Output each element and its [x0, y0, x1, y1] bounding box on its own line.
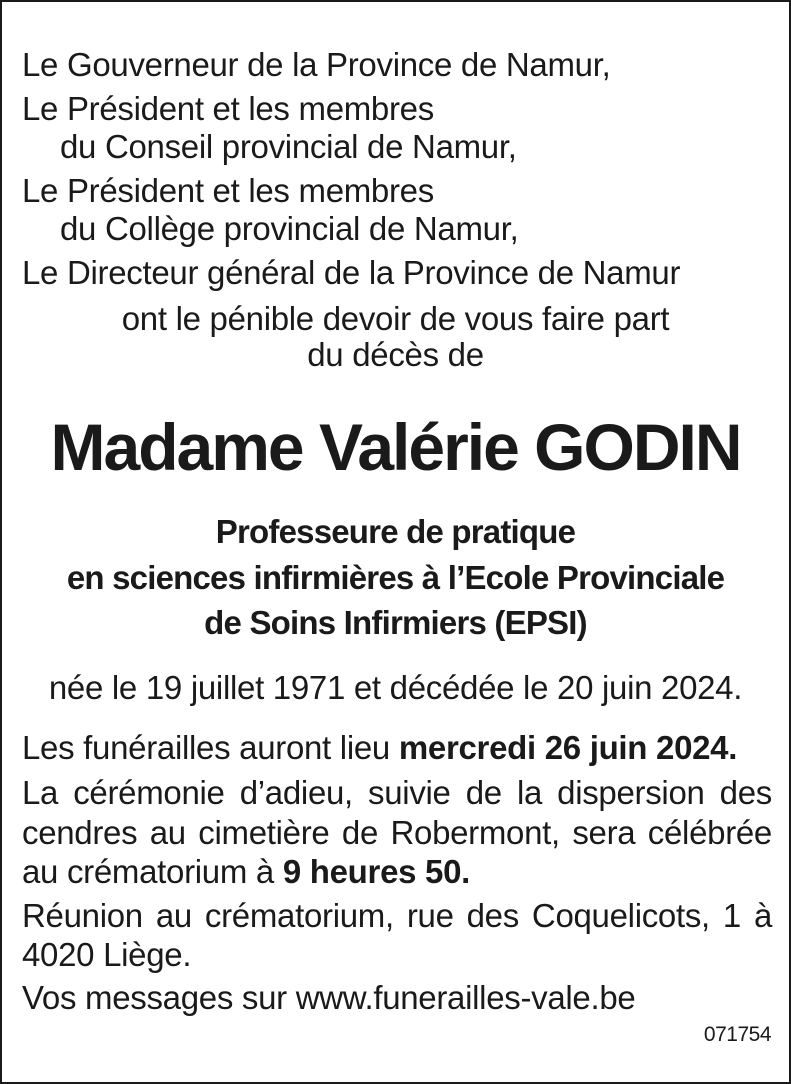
announcer-college-members: du Collège provincial de Namur, — [60, 210, 519, 247]
deceased-title-line-1: Professeure de pratique — [215, 513, 576, 550]
announcer-college-president: Le Président et les membres — [22, 172, 434, 209]
messages-website: Vos messages sur www.funerailles-vale.be — [22, 979, 636, 1016]
intro-deces: du décès de — [307, 336, 484, 373]
announcer-governor: Le Gouverneur de la Province de Namur, — [22, 46, 611, 83]
reference-number: 071754 — [703, 1023, 771, 1046]
birth-death-dates: née le 19 juillet 1971 et décédée le 20 juin 2024. — [48, 669, 743, 706]
ceremony-line-2: cendres au cimetière de Robermont, sera célébrée — [22, 814, 772, 851]
intro-line: ont le pénible devoir de vous faire part — [121, 300, 670, 337]
ceremony-line-1: La cérémonie d’adieu, suivie de la dispersion des — [22, 774, 772, 811]
funeral-date-line — [22, 728, 737, 768]
funeral-date: mercredi 26 juin 2024. — [398, 729, 738, 766]
reunion-line-1: Réunion au crématorium, rue des Coquelicots, 1 à — [22, 897, 772, 934]
ceremony-time: 9 heures 50. — [282, 853, 471, 890]
funeral-date-prefix: Les funérailles auront lieu — [22, 729, 399, 766]
deceased-name: Madame Valérie GODIN — [50, 410, 741, 484]
announcer-director-general: Le Directeur général de la Province de Namur — [22, 254, 681, 291]
ceremony-time-line — [22, 852, 470, 892]
reunion-line-2: 4020 Liège. — [22, 936, 192, 973]
deceased-title-line-2: en sciences infirmières à l’Ecole Provinciale — [66, 559, 725, 596]
announcer-council-members: du Conseil provincial de Namur, — [60, 128, 517, 165]
announcer-council-president: Le Président et les membres — [22, 90, 434, 127]
ceremony-place: au crématorium à — [22, 853, 283, 890]
deceased-title-line-3: de Soins Infirmiers (EPSI) — [204, 604, 587, 641]
